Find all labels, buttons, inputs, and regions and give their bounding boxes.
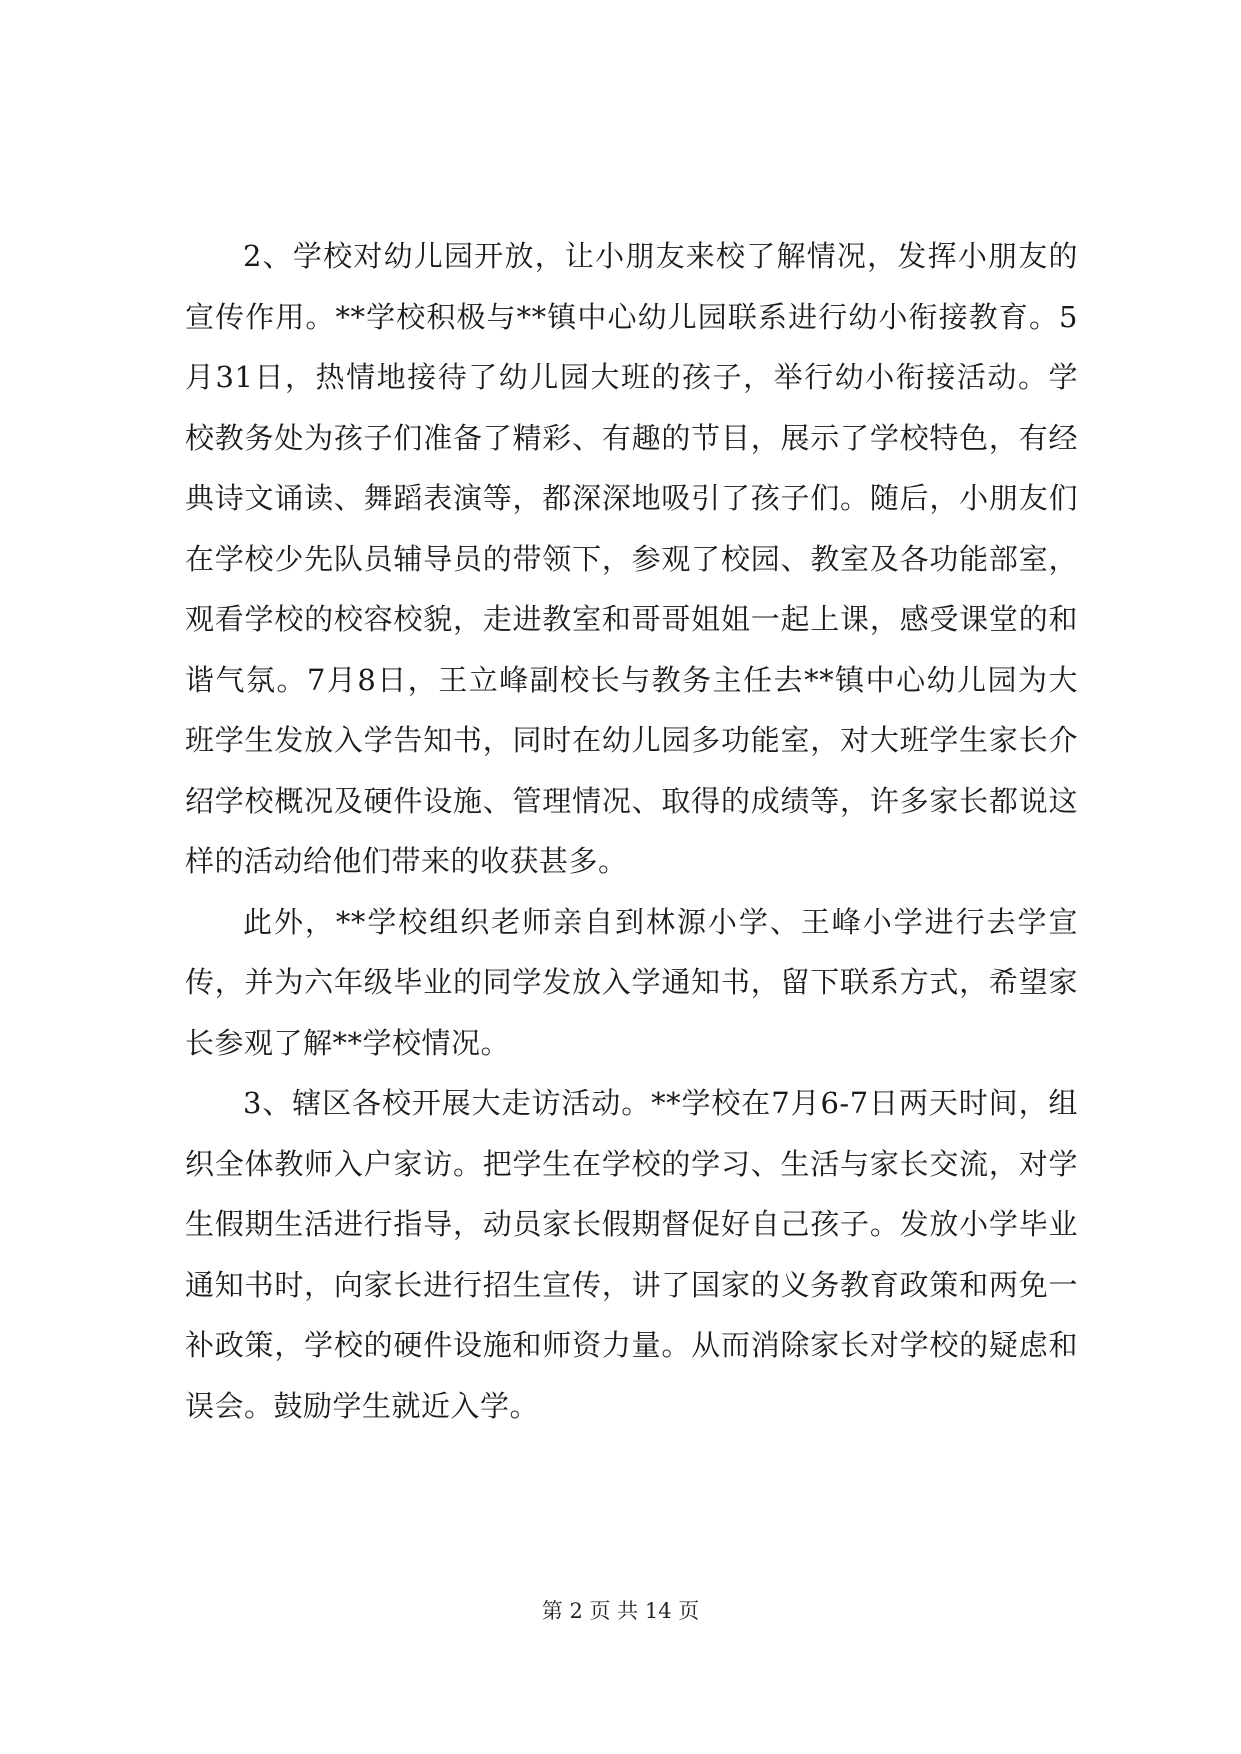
paragraph-kindergarten-open: 2、学校对幼儿园开放，让小朋友来校了解情况，发挥小朋友的宣传作用。**学校积极与**镇中心幼儿园联系进行幼小衔接教育。5月31日，热情地接待了幼儿园大班的孩子，举行幼小衔接活动。学校教务处为孩子们准备了精彩、有趣的节目，展示了学校特色，有经典诗文诵读、舞蹈表演等，都深深地吸引了孩子们。随后，小朋友们在学校少先队员辅导员的带领下，参观了校园、教室及各功能部室，观看学校的校容校貌，走进教室和哥哥姐姐一起上课，感受课堂的和谐气氛。7月8日，王立峰副校长与教务主任去**镇中心幼儿园为大班学生发放入学告知书，同时在幼儿园多功能室，对大班学生家长介绍学校概况及硬件设施、管理情况、取得的成绩等，许多家长都说这样的活动给他们带来的收获甚多。 [185, 239, 1078, 878]
document-body [185, 226, 1078, 1436]
paragraph-home-visits: 3、辖区各校开展大走访活动。**学校在7月6-7日两天时间，组织全体教师入户家访。把学生在学校的学习、生活与家长交流，对学生假期生活进行指导，动员家长假期督促好自己孩子。发放小学毕业通知书时，向家长进行招生宣传，讲了国家的义务教育政策和两免一补政策，学校的硬件设施和师资力量。从而消除家长对学校的疑虑和误会。鼓励学生就近入学。 [185, 1086, 1078, 1423]
page-number-footer: 第 2 页 共 14 页 [541, 1599, 700, 1623]
paragraph-school-publicity: 此外，**学校组织老师亲自到林源小学、王峰小学进行去学宣传，并为六年级毕业的同学发放入学通知书，留下联系方式，希望家长参观了解**学校情况。 [185, 904, 1078, 1060]
